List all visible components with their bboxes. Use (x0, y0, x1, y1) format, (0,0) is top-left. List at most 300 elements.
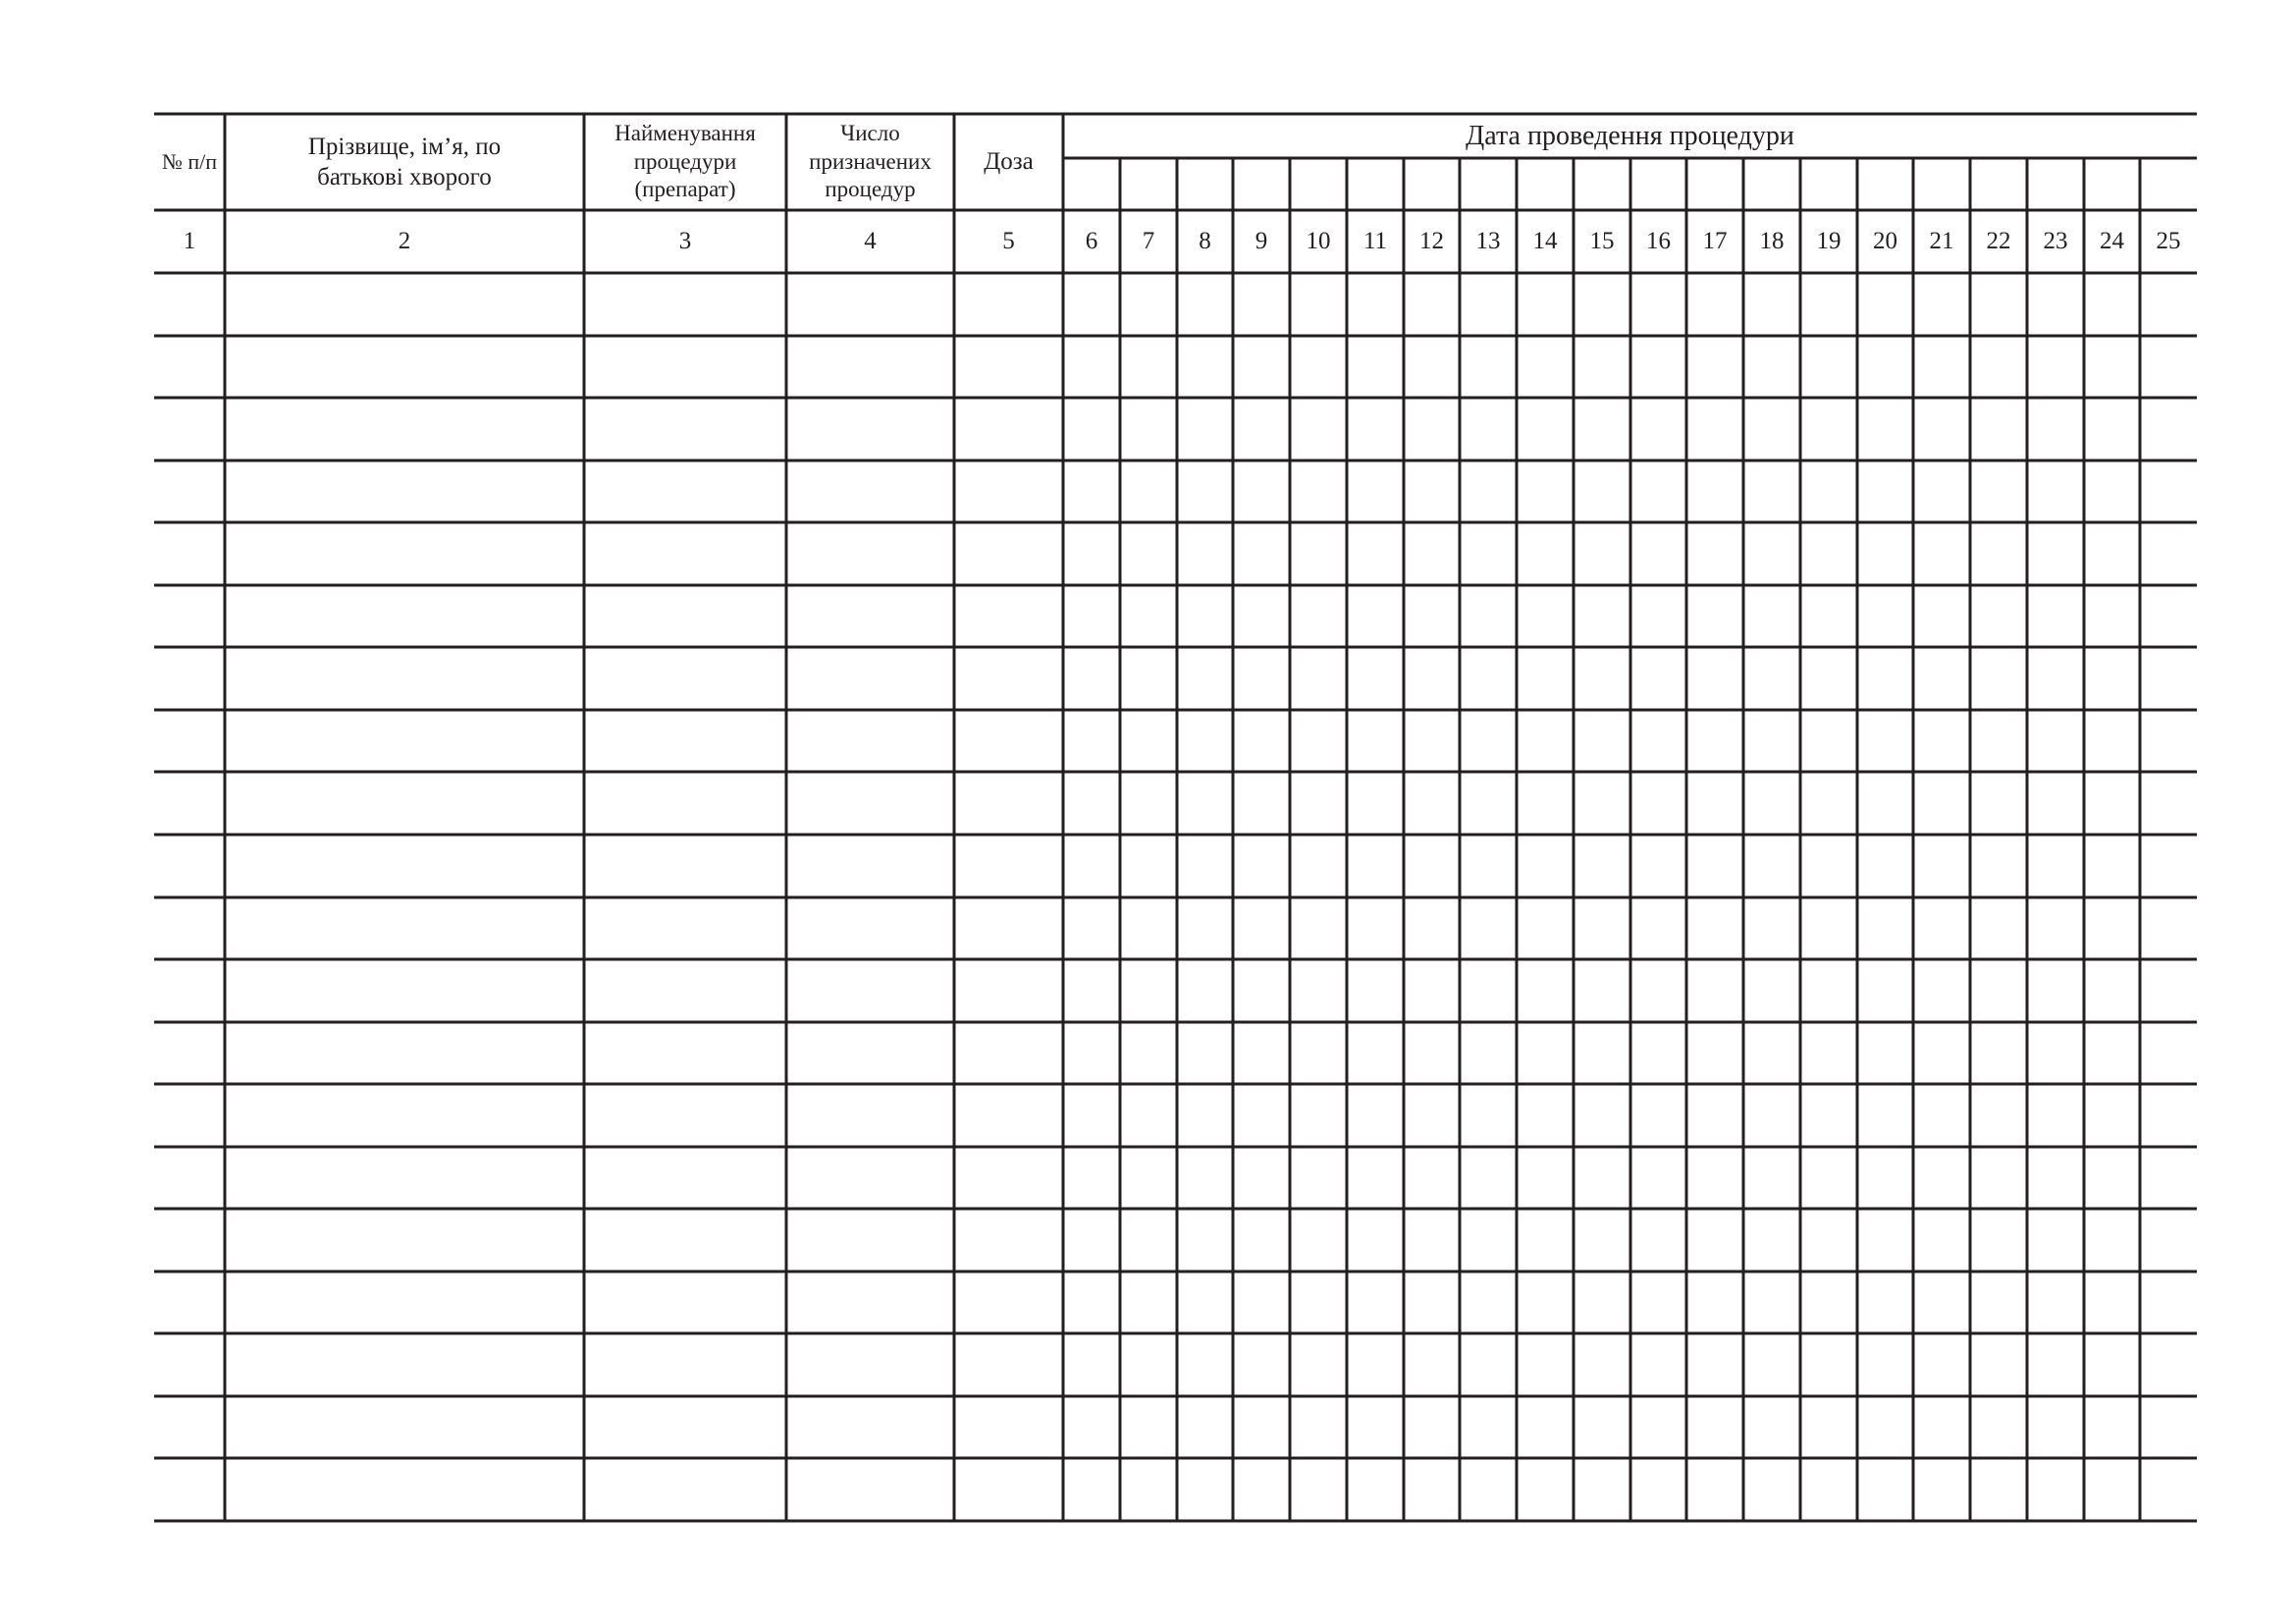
date-subheader-cell[interactable] (1404, 158, 1460, 210)
table-cell[interactable] (1857, 1458, 1913, 1521)
table-cell[interactable] (2084, 1272, 2140, 1333)
table-cell[interactable] (1630, 1022, 1686, 1084)
table-cell[interactable] (1574, 398, 1630, 460)
table-cell[interactable] (954, 1396, 1063, 1458)
table-cell[interactable] (2027, 835, 2084, 897)
table-cell[interactable] (1970, 585, 2027, 647)
table-cell[interactable] (1460, 647, 1517, 710)
table-cell[interactable] (1460, 1022, 1517, 1084)
table-cell[interactable] (1913, 772, 1970, 835)
table-cell[interactable] (1177, 1272, 1233, 1333)
table-cell[interactable] (1404, 1022, 1460, 1084)
table-cell[interactable] (1063, 336, 1120, 398)
table-cell[interactable] (2084, 1147, 2140, 1209)
table-cell[interactable] (2084, 1396, 2140, 1458)
table-cell[interactable] (2140, 1396, 2197, 1458)
table-cell[interactable] (1686, 336, 1743, 398)
date-subheader-cell[interactable] (1517, 158, 1574, 210)
table-cell[interactable] (1743, 1396, 1800, 1458)
table-cell[interactable] (1743, 522, 1800, 585)
table-cell[interactable] (225, 897, 584, 959)
table-cell[interactable] (1800, 1333, 1857, 1396)
table-cell[interactable] (1743, 398, 1800, 460)
table-cell[interactable] (1517, 398, 1574, 460)
table-cell[interactable] (786, 1458, 954, 1521)
table-cell[interactable] (154, 273, 225, 336)
table-cell[interactable] (154, 585, 225, 647)
table-cell[interactable] (1800, 1272, 1857, 1333)
table-cell[interactable] (1063, 647, 1120, 710)
table-cell[interactable] (1290, 1147, 1347, 1209)
table-cell[interactable] (954, 835, 1063, 897)
table-cell[interactable] (1800, 710, 1857, 772)
table-cell[interactable] (1177, 1396, 1233, 1458)
table-cell[interactable] (2027, 1458, 2084, 1521)
table-cell[interactable] (1347, 772, 1404, 835)
table-cell[interactable] (584, 398, 786, 460)
table-cell[interactable] (584, 1147, 786, 1209)
table-cell[interactable] (1743, 1458, 1800, 1521)
table-cell[interactable] (786, 1147, 954, 1209)
table-cell[interactable] (584, 710, 786, 772)
table-cell[interactable] (1686, 460, 1743, 522)
table-cell[interactable] (1857, 460, 1913, 522)
table-cell[interactable] (2140, 1022, 2197, 1084)
table-cell[interactable] (1063, 959, 1120, 1022)
table-cell[interactable] (1574, 647, 1630, 710)
table-cell[interactable] (225, 522, 584, 585)
table-cell[interactable] (1347, 1458, 1404, 1521)
table-cell[interactable] (1404, 1272, 1460, 1333)
table-cell[interactable] (2140, 1209, 2197, 1272)
table-cell[interactable] (1120, 647, 1177, 710)
table-cell[interactable] (1857, 959, 1913, 1022)
table-cell[interactable] (1517, 1147, 1574, 1209)
date-subheader-cell[interactable] (1063, 158, 1120, 210)
table-cell[interactable] (1574, 897, 1630, 959)
table-cell[interactable] (1404, 1084, 1460, 1147)
table-cell[interactable] (786, 772, 954, 835)
table-cell[interactable] (1120, 897, 1177, 959)
table-cell[interactable] (1517, 1084, 1574, 1147)
table-cell[interactable] (1460, 522, 1517, 585)
table-cell[interactable] (225, 710, 584, 772)
table-cell[interactable] (2027, 1147, 2084, 1209)
table-cell[interactable] (1630, 273, 1686, 336)
table-cell[interactable] (1686, 897, 1743, 959)
table-cell[interactable] (1290, 1022, 1347, 1084)
table-cell[interactable] (1630, 1272, 1686, 1333)
table-cell[interactable] (1233, 772, 1290, 835)
table-cell[interactable] (954, 1333, 1063, 1396)
table-cell[interactable] (154, 1396, 225, 1458)
table-cell[interactable] (1630, 1147, 1686, 1209)
table-cell[interactable] (2084, 1333, 2140, 1396)
table-cell[interactable] (1630, 1458, 1686, 1521)
table-cell[interactable] (1857, 1084, 1913, 1147)
table-cell[interactable] (225, 772, 584, 835)
table-cell[interactable] (584, 1333, 786, 1396)
table-cell[interactable] (1630, 1333, 1686, 1396)
table-cell[interactable] (1517, 897, 1574, 959)
table-cell[interactable] (225, 273, 584, 336)
table-cell[interactable] (786, 835, 954, 897)
table-cell[interactable] (1120, 1396, 1177, 1458)
table-cell[interactable] (1686, 710, 1743, 772)
table-cell[interactable] (2084, 1458, 2140, 1521)
table-cell[interactable] (225, 460, 584, 522)
table-cell[interactable] (1404, 273, 1460, 336)
date-subheader-cell[interactable] (1233, 158, 1290, 210)
table-cell[interactable] (1233, 959, 1290, 1022)
table-cell[interactable] (1630, 1396, 1686, 1458)
table-cell[interactable] (1630, 897, 1686, 959)
table-cell[interactable] (1913, 1084, 1970, 1147)
table-cell[interactable] (1630, 336, 1686, 398)
table-cell[interactable] (1233, 1084, 1290, 1147)
table-cell[interactable] (2027, 1272, 2084, 1333)
date-subheader-cell[interactable] (1743, 158, 1800, 210)
table-cell[interactable] (1970, 522, 2027, 585)
date-subheader-cell[interactable] (2027, 158, 2084, 210)
table-cell[interactable] (1517, 647, 1574, 710)
table-cell[interactable] (1347, 959, 1404, 1022)
table-cell[interactable] (1857, 1147, 1913, 1209)
date-subheader-cell[interactable] (1686, 158, 1743, 210)
table-cell[interactable] (954, 1458, 1063, 1521)
table-cell[interactable] (154, 1147, 225, 1209)
table-cell[interactable] (1686, 273, 1743, 336)
table-cell[interactable] (1517, 1209, 1574, 1272)
table-cell[interactable] (1177, 585, 1233, 647)
table-cell[interactable] (1686, 585, 1743, 647)
table-cell[interactable] (1347, 1084, 1404, 1147)
table-cell[interactable] (2140, 460, 2197, 522)
table-cell[interactable] (1347, 1272, 1404, 1333)
table-cell[interactable] (786, 897, 954, 959)
table-cell[interactable] (1233, 1147, 1290, 1209)
table-cell[interactable] (1290, 336, 1347, 398)
table-cell[interactable] (1857, 1022, 1913, 1084)
table-cell[interactable] (786, 710, 954, 772)
table-cell[interactable] (1630, 522, 1686, 585)
date-subheader-cell[interactable] (1347, 158, 1404, 210)
table-cell[interactable] (1630, 1084, 1686, 1147)
table-cell[interactable] (2027, 460, 2084, 522)
table-cell[interactable] (1063, 1084, 1120, 1147)
table-cell[interactable] (1290, 1084, 1347, 1147)
table-cell[interactable] (1177, 1084, 1233, 1147)
table-cell[interactable] (1800, 772, 1857, 835)
table-cell[interactable] (1686, 647, 1743, 710)
table-cell[interactable] (1857, 835, 1913, 897)
table-cell[interactable] (954, 460, 1063, 522)
table-cell[interactable] (1686, 1147, 1743, 1209)
table-cell[interactable] (954, 398, 1063, 460)
table-cell[interactable] (1857, 1333, 1913, 1396)
table-cell[interactable] (584, 585, 786, 647)
table-cell[interactable] (954, 1084, 1063, 1147)
table-cell[interactable] (1290, 772, 1347, 835)
table-cell[interactable] (1800, 1458, 1857, 1521)
table-cell[interactable] (154, 1209, 225, 1272)
table-cell[interactable] (1290, 1333, 1347, 1396)
table-cell[interactable] (1233, 273, 1290, 336)
table-cell[interactable] (1404, 959, 1460, 1022)
table-cell[interactable] (1233, 897, 1290, 959)
table-cell[interactable] (225, 336, 584, 398)
table-cell[interactable] (2084, 710, 2140, 772)
table-cell[interactable] (1630, 710, 1686, 772)
table-cell[interactable] (1347, 897, 1404, 959)
table-cell[interactable] (1120, 1272, 1177, 1333)
table-cell[interactable] (1970, 835, 2027, 897)
table-cell[interactable] (1913, 273, 1970, 336)
table-cell[interactable] (225, 1209, 584, 1272)
table-cell[interactable] (786, 1272, 954, 1333)
table-cell[interactable] (154, 522, 225, 585)
table-cell[interactable] (1460, 460, 1517, 522)
table-cell[interactable] (1970, 1147, 2027, 1209)
table-cell[interactable] (1063, 1396, 1120, 1458)
table-cell[interactable] (2084, 897, 2140, 959)
table-cell[interactable] (584, 460, 786, 522)
table-cell[interactable] (154, 1272, 225, 1333)
table-cell[interactable] (1743, 772, 1800, 835)
table-cell[interactable] (1800, 1209, 1857, 1272)
table-cell[interactable] (1800, 273, 1857, 336)
table-cell[interactable] (1177, 1147, 1233, 1209)
table-cell[interactable] (1686, 1272, 1743, 1333)
table-cell[interactable] (1290, 398, 1347, 460)
date-subheader-cell[interactable] (1290, 158, 1347, 210)
table-cell[interactable] (1913, 897, 1970, 959)
table-cell[interactable] (1517, 460, 1574, 522)
table-cell[interactable] (1913, 460, 1970, 522)
table-cell[interactable] (1120, 959, 1177, 1022)
table-cell[interactable] (1574, 1084, 1630, 1147)
table-cell[interactable] (1404, 585, 1460, 647)
table-cell[interactable] (1460, 897, 1517, 959)
date-subheader-cell[interactable] (1630, 158, 1686, 210)
table-cell[interactable] (1517, 336, 1574, 398)
table-cell[interactable] (1233, 398, 1290, 460)
table-cell[interactable] (1913, 647, 1970, 710)
table-cell[interactable] (1800, 585, 1857, 647)
table-cell[interactable] (1630, 647, 1686, 710)
table-cell[interactable] (584, 1022, 786, 1084)
table-cell[interactable] (2084, 336, 2140, 398)
table-cell[interactable] (1743, 1272, 1800, 1333)
table-cell[interactable] (1233, 1272, 1290, 1333)
table-cell[interactable] (584, 1396, 786, 1458)
table-cell[interactable] (154, 460, 225, 522)
table-cell[interactable] (1630, 585, 1686, 647)
table-cell[interactable] (1970, 772, 2027, 835)
table-cell[interactable] (1347, 1333, 1404, 1396)
table-cell[interactable] (1517, 1333, 1574, 1396)
table-cell[interactable] (2084, 273, 2140, 336)
table-cell[interactable] (1120, 522, 1177, 585)
table-cell[interactable] (225, 1333, 584, 1396)
table-cell[interactable] (1517, 959, 1574, 1022)
table-cell[interactable] (1233, 710, 1290, 772)
table-cell[interactable] (954, 1147, 1063, 1209)
table-cell[interactable] (1800, 897, 1857, 959)
table-cell[interactable] (1177, 897, 1233, 959)
table-cell[interactable] (154, 959, 225, 1022)
table-cell[interactable] (1063, 460, 1120, 522)
table-cell[interactable] (786, 522, 954, 585)
table-cell[interactable] (2027, 522, 2084, 585)
table-cell[interactable] (1347, 1147, 1404, 1209)
table-cell[interactable] (2140, 522, 2197, 585)
table-cell[interactable] (1970, 710, 2027, 772)
table-cell[interactable] (1177, 772, 1233, 835)
table-cell[interactable] (1063, 1458, 1120, 1521)
table-cell[interactable] (1120, 1084, 1177, 1147)
table-cell[interactable] (954, 336, 1063, 398)
table-cell[interactable] (2084, 1084, 2140, 1147)
table-cell[interactable] (1290, 522, 1347, 585)
table-cell[interactable] (1120, 1022, 1177, 1084)
table-cell[interactable] (1177, 522, 1233, 585)
table-cell[interactable] (154, 897, 225, 959)
table-cell[interactable] (584, 1209, 786, 1272)
table-cell[interactable] (1233, 585, 1290, 647)
table-cell[interactable] (786, 1084, 954, 1147)
table-cell[interactable] (584, 522, 786, 585)
table-cell[interactable] (786, 336, 954, 398)
table-cell[interactable] (786, 959, 954, 1022)
table-cell[interactable] (225, 1022, 584, 1084)
table-cell[interactable] (1347, 585, 1404, 647)
table-cell[interactable] (1800, 1022, 1857, 1084)
table-cell[interactable] (1063, 710, 1120, 772)
table-cell[interactable] (1233, 1458, 1290, 1521)
table-cell[interactable] (1404, 1396, 1460, 1458)
table-cell[interactable] (1177, 1209, 1233, 1272)
table-cell[interactable] (1404, 897, 1460, 959)
table-cell[interactable] (1177, 710, 1233, 772)
table-cell[interactable] (1120, 460, 1177, 522)
table-cell[interactable] (1063, 1333, 1120, 1396)
table-cell[interactable] (2140, 710, 2197, 772)
table-cell[interactable] (154, 336, 225, 398)
table-cell[interactable] (1743, 1084, 1800, 1147)
table-cell[interactable] (1970, 336, 2027, 398)
table-cell[interactable] (1233, 522, 1290, 585)
table-cell[interactable] (1347, 647, 1404, 710)
table-cell[interactable] (2140, 959, 2197, 1022)
table-cell[interactable] (1177, 336, 1233, 398)
table-cell[interactable] (1970, 1458, 2027, 1521)
table-cell[interactable] (1290, 959, 1347, 1022)
table-cell[interactable] (225, 959, 584, 1022)
table-cell[interactable] (2084, 835, 2140, 897)
table-cell[interactable] (1913, 835, 1970, 897)
table-cell[interactable] (786, 273, 954, 336)
table-cell[interactable] (1347, 273, 1404, 336)
table-cell[interactable] (1404, 772, 1460, 835)
table-cell[interactable] (1404, 1458, 1460, 1521)
table-cell[interactable] (1460, 835, 1517, 897)
table-cell[interactable] (1743, 710, 1800, 772)
table-cell[interactable] (1233, 1022, 1290, 1084)
table-cell[interactable] (1404, 460, 1460, 522)
table-cell[interactable] (1800, 398, 1857, 460)
table-cell[interactable] (2140, 1147, 2197, 1209)
table-cell[interactable] (1063, 1272, 1120, 1333)
table-cell[interactable] (1630, 398, 1686, 460)
table-cell[interactable] (1233, 835, 1290, 897)
table-cell[interactable] (2140, 835, 2197, 897)
table-cell[interactable] (1800, 959, 1857, 1022)
table-cell[interactable] (1970, 1084, 2027, 1147)
table-cell[interactable] (1743, 1333, 1800, 1396)
table-cell[interactable] (1913, 522, 1970, 585)
table-cell[interactable] (1574, 1458, 1630, 1521)
table-cell[interactable] (1460, 1333, 1517, 1396)
table-cell[interactable] (786, 1022, 954, 1084)
table-cell[interactable] (2027, 273, 2084, 336)
table-cell[interactable] (225, 1147, 584, 1209)
table-cell[interactable] (2027, 398, 2084, 460)
table-cell[interactable] (1063, 1022, 1120, 1084)
table-cell[interactable] (1063, 398, 1120, 460)
table-cell[interactable] (2027, 1396, 2084, 1458)
table-cell[interactable] (1743, 585, 1800, 647)
table-cell[interactable] (1063, 835, 1120, 897)
table-cell[interactable] (1290, 585, 1347, 647)
table-cell[interactable] (225, 835, 584, 897)
table-cell[interactable] (2140, 1458, 2197, 1521)
table-cell[interactable] (1743, 1147, 1800, 1209)
table-cell[interactable] (1800, 1147, 1857, 1209)
table-cell[interactable] (2027, 585, 2084, 647)
table-cell[interactable] (1177, 398, 1233, 460)
table-cell[interactable] (1460, 1084, 1517, 1147)
table-cell[interactable] (1913, 1272, 1970, 1333)
table-cell[interactable] (1970, 647, 2027, 710)
table-cell[interactable] (1857, 273, 1913, 336)
table-cell[interactable] (154, 1333, 225, 1396)
date-subheader-cell[interactable] (1120, 158, 1177, 210)
table-cell[interactable] (1460, 1458, 1517, 1521)
table-cell[interactable] (954, 1209, 1063, 1272)
table-cell[interactable] (1574, 336, 1630, 398)
table-cell[interactable] (1233, 336, 1290, 398)
table-cell[interactable] (1743, 460, 1800, 522)
table-cell[interactable] (1686, 1084, 1743, 1147)
table-cell[interactable] (1233, 460, 1290, 522)
table-cell[interactable] (2027, 1022, 2084, 1084)
table-cell[interactable] (1630, 1209, 1686, 1272)
table-cell[interactable] (1290, 1272, 1347, 1333)
table-cell[interactable] (1857, 398, 1913, 460)
table-cell[interactable] (2027, 959, 2084, 1022)
table-cell[interactable] (1517, 585, 1574, 647)
table-cell[interactable] (584, 959, 786, 1022)
table-cell[interactable] (1970, 897, 2027, 959)
table-cell[interactable] (1120, 398, 1177, 460)
table-cell[interactable] (225, 1272, 584, 1333)
table-cell[interactable] (584, 835, 786, 897)
table-cell[interactable] (1913, 1396, 1970, 1458)
table-cell[interactable] (2084, 772, 2140, 835)
table-cell[interactable] (1970, 959, 2027, 1022)
table-cell[interactable] (1970, 1396, 2027, 1458)
